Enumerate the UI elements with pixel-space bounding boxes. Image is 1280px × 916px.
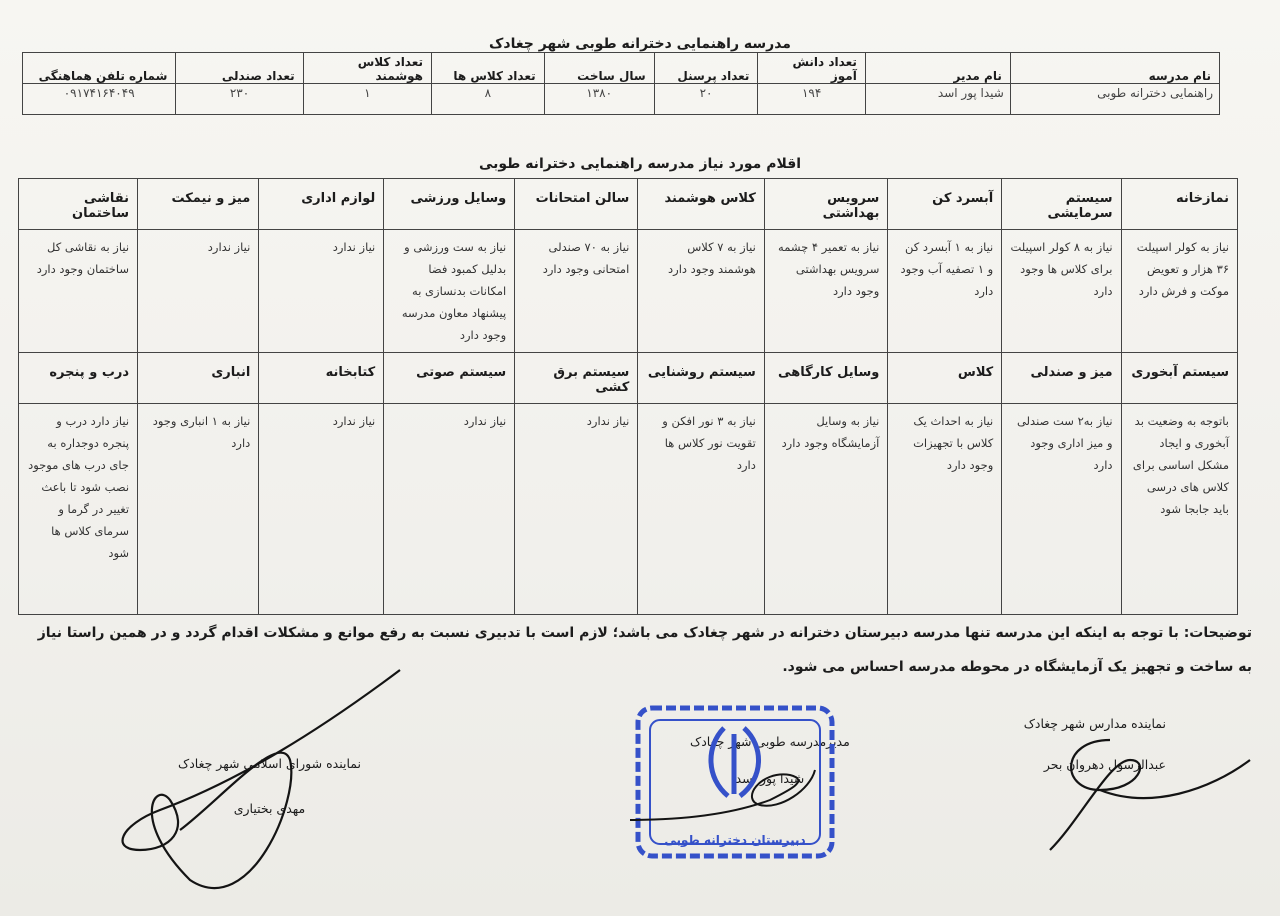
- info-value: ۱۳۸۰: [544, 84, 654, 115]
- needs-header: سیستم سرمایشی: [1002, 179, 1121, 230]
- needs-header: آبسرد کن: [888, 179, 1002, 230]
- info-header: شماره تلفن هماهنگی: [23, 53, 176, 84]
- needs-title: اقلام مورد نیاز مدرسه راهنمایی دخترانه طوبی: [478, 156, 802, 172]
- needs-header: لوازم اداری: [259, 179, 384, 230]
- needs-table: [18, 178, 1238, 615]
- needs-header: میز و صندلی: [1002, 353, 1121, 404]
- info-value: ۸: [432, 84, 545, 115]
- needs-value: نیاز به تعمیر ۴ چشمه سرویس بهداشتی وجود دارد: [764, 230, 888, 353]
- needs-header: وسایل ورزشی: [384, 179, 515, 230]
- needs-value: نیاز ندارد: [384, 404, 515, 615]
- needs-value: نیاز به ۷ کلاس هوشمند وجود دارد: [638, 230, 765, 353]
- needs-value-row-1: [19, 230, 1238, 353]
- needs-value: نیاز به ۱ آبسرد کن و ۱ تصفیه آب وجود دارد: [888, 230, 1002, 353]
- needs-header: سیستم آبخوری: [1121, 353, 1237, 404]
- info-header: تعداد کلاس ها: [432, 53, 545, 84]
- info-value-row: [23, 84, 1220, 115]
- info-header: نام مدرسه: [1010, 53, 1219, 84]
- needs-header: سالن امتحانات: [515, 179, 638, 230]
- info-value: ۱: [303, 84, 431, 115]
- needs-value: نیاز به کولر اسپیلت ۳۶ هزار و تعویض موکت و فرش دارد: [1121, 230, 1237, 353]
- signatory-title: نماینده مدارس شهر چغادک: [1023, 716, 1166, 731]
- needs-value: نیاز دارد درب و پنجره دوجداره به جای درب های موجود نصب شود تا باعث تغییر در گرما و سرمای کلاس ها شود: [19, 404, 138, 615]
- needs-header: درب و پنجره: [19, 353, 138, 404]
- needs-header: کلاس: [888, 353, 1002, 404]
- info-header: تعداد دانش آموز: [758, 53, 865, 84]
- needs-value-row-2: [19, 404, 1238, 615]
- info-header: تعداد کلاس هوشمند: [303, 53, 431, 84]
- info-header: سال ساخت: [544, 53, 654, 84]
- needs-header: انباری: [138, 353, 259, 404]
- info-header: نام مدیر: [865, 53, 1010, 84]
- signatory-title: نماینده شورای اسلامی شهر چغادک: [178, 756, 361, 771]
- school-info-table: [22, 52, 1220, 115]
- document-title: مدرسه راهنمایی دخترانه طوبی شهر چغادک: [489, 36, 791, 52]
- notes-text: با توجه به اینکه این مدرسه تنها مدرسه دبیرستان دخترانه در شهر چغادک می باشد؛ لازم است با تدبیری نسبت به رفع موانع و مشکلات اقدام گردد و در همین راستا نیاز به ساخت و تجهیز یک آزمایشگاه در محوطه مدرسه احساس می شود.: [37, 625, 1252, 675]
- needs-value: نیاز به ۸ کولر اسپیلت برای کلاس ها وجود دارد: [1002, 230, 1121, 353]
- needs-value: نیاز به ۱ انباری وجود دارد: [138, 404, 259, 615]
- needs-header: کلاس هوشمند: [638, 179, 765, 230]
- needs-header: نمازخانه: [1121, 179, 1237, 230]
- info-value: ۰۹۱۷۴۱۶۴۰۴۹: [23, 84, 176, 115]
- notes-label: توضیحات:: [1183, 625, 1252, 641]
- needs-value: نیاز به نقاشی کل ساختمان وجود دارد: [19, 230, 138, 353]
- needs-value: نیاز ندارد: [138, 230, 259, 353]
- needs-header: نقاشی ساختمان: [19, 179, 138, 230]
- info-value: راهنمایی دخترانه طوبی: [1010, 84, 1219, 115]
- needs-value: باتوجه به وضعیت بد آبخوری و ایجاد مشکل اساسی برای کلاس های درسی باید جابجا شود: [1121, 404, 1237, 615]
- signatory-name: شیدا پور اسد: [735, 771, 805, 786]
- needs-header-row-1: [19, 179, 1238, 230]
- signature-scribble-left: [100, 660, 410, 900]
- info-header: تعداد پرسنل: [654, 53, 758, 84]
- needs-value: نیاز ندارد: [259, 230, 384, 353]
- needs-value: نیاز به ۳ نور افکن و تقویت نور کلاس ها دارد: [638, 404, 765, 615]
- needs-header: میز و نیمکت: [138, 179, 259, 230]
- signature-scribble-right: [1040, 700, 1260, 860]
- signatory-name: عبدالرسول دهروان بحر: [1043, 757, 1166, 772]
- signatory-title: مدیرمدرسه طوبی شهر چغادک: [690, 734, 850, 749]
- needs-header: سیستم برق کشی: [515, 353, 638, 404]
- needs-header: وسایل کارگاهی: [764, 353, 888, 404]
- needs-header: سیستم صوتی: [384, 353, 515, 404]
- needs-value: نیاز ندارد: [259, 404, 384, 615]
- needs-header: سرویس بهداشتی: [764, 179, 888, 230]
- info-header: تعداد صندلی: [176, 53, 303, 84]
- needs-value: نیاز به ۷۰ صندلی امتحانی وجود دارد: [515, 230, 638, 353]
- needs-value: نیاز به ست ورزشی و بدلیل کمبود فضا امکانات بدنسازی به پیشنهاد معاون مدرسه وجود دارد: [384, 230, 515, 353]
- info-value: ۲۰: [654, 84, 758, 115]
- info-header-row: [23, 53, 1220, 84]
- signatory-name: مهدی بختیاری: [233, 801, 306, 816]
- needs-value: نیاز به۲ ست صندلی و میز اداری وجود دارد: [1002, 404, 1121, 615]
- needs-header-row-2: [19, 353, 1238, 404]
- info-value: ۱۹۴: [758, 84, 865, 115]
- info-value: شیدا پور اسد: [865, 84, 1010, 115]
- stamp-label: دبیرستان دخترانه طوبی: [664, 833, 806, 847]
- needs-value: نیاز به وسایل آزمایشگاه وجود دارد: [764, 404, 888, 615]
- info-value: ۲۳۰: [176, 84, 303, 115]
- signature-scribble-center: [620, 760, 820, 830]
- needs-value: نیاز ندارد: [515, 404, 638, 615]
- needs-header: سیستم روشنایی: [638, 353, 765, 404]
- needs-value: نیاز به احداث یک کلاس با تجهیزات وجود دارد: [888, 404, 1002, 615]
- needs-header: کتابخانه: [259, 353, 384, 404]
